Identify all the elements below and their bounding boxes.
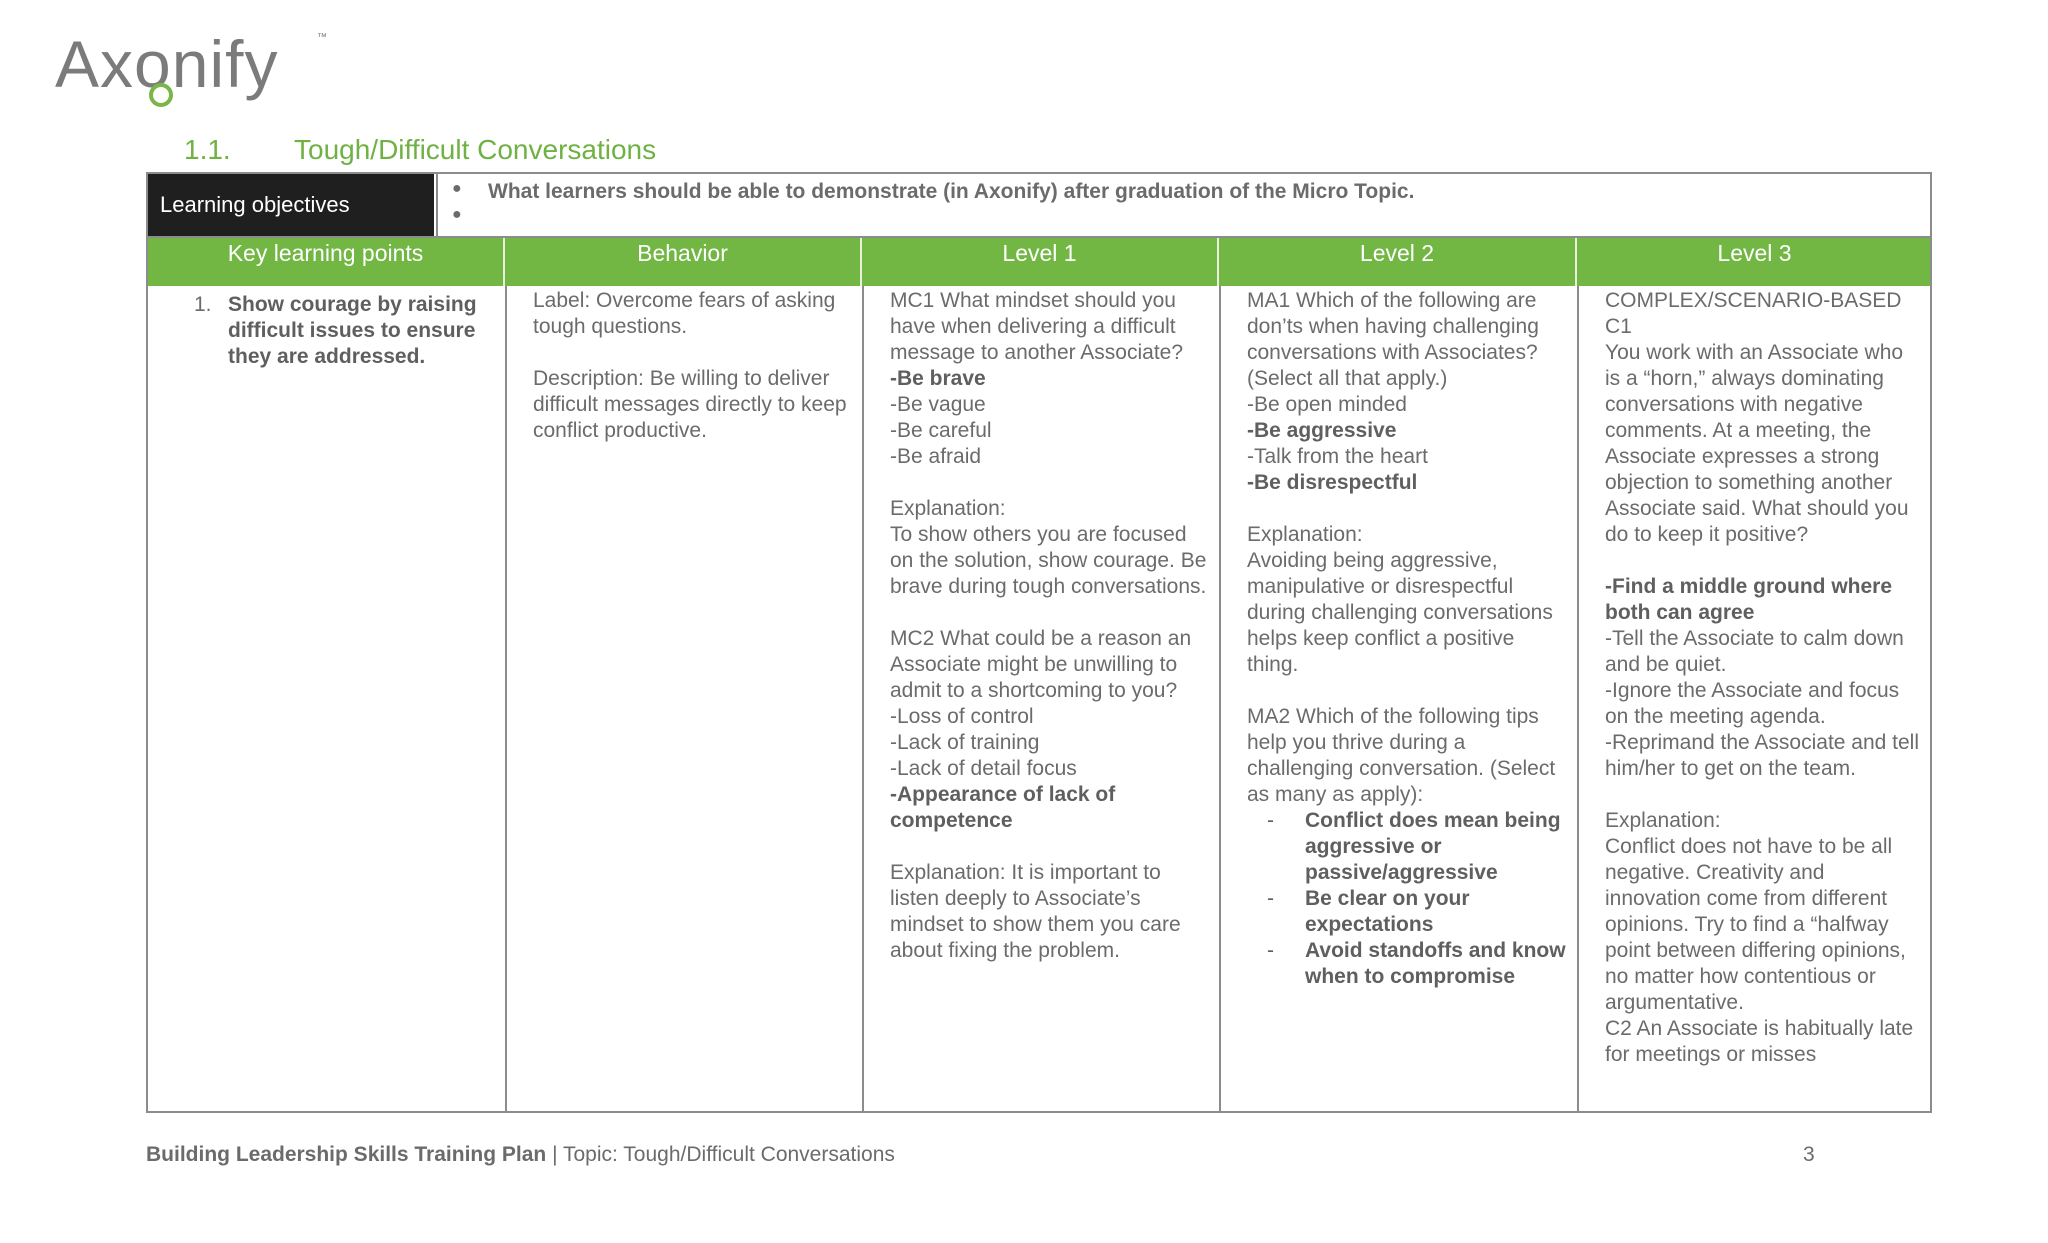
mc2-answer: -Loss of control (890, 705, 1034, 728)
footer-topic: | Topic: Tough/Difficult Conversations (546, 1143, 895, 1166)
c1-label: C1 (1605, 315, 1632, 338)
c1-answer: -Tell the Associate to calm down and be quiet. (1605, 627, 1904, 676)
level-3-cell (1579, 286, 1932, 1111)
ma2-answer: - Be clear on your expectations (1267, 887, 1470, 936)
ma1-answer: -Talk from the heart (1247, 445, 1428, 468)
behavior-label: Label: Overcome fears of asking tough questions. (533, 289, 836, 338)
learning-objectives-row (146, 172, 1932, 238)
training-plan-table (146, 172, 1932, 1113)
table-header-row (146, 238, 1932, 286)
ma2-answer: - Avoid standoffs and know when to compromise (1267, 939, 1566, 988)
ma2-answer-list (1247, 808, 1567, 990)
list-number: 1. (194, 293, 212, 316)
bullet-icon: ● (452, 206, 462, 223)
ma1-explanation-label: Explanation: (1247, 523, 1363, 546)
level-2-cell (1221, 286, 1579, 1111)
section-title: Tough/Difficult Conversations (294, 134, 657, 165)
c1-answer: -Reprimand the Associate and tell him/her to get on the team. (1605, 731, 1920, 780)
header-level-1: Level 1 (862, 238, 1219, 286)
mc1-explanation-label: Explanation: (890, 497, 1006, 520)
behavior-cell (507, 286, 864, 1111)
c1-answer: -Ignore the Associate and focus on the meeting agenda. (1605, 679, 1900, 728)
mc1-answer: -Be careful (890, 419, 992, 442)
mc1-explanation: To show others you are focused on the solution, show courage. Be brave during tough conversations. (890, 523, 1207, 598)
learning-objectives-content (436, 174, 1930, 236)
level-3-type: COMPLEX/SCENARIO-BASED (1605, 289, 1902, 312)
c1-explanation: Conflict does not have to be all negative. Creativity and innovation come from different opinions. Try to find a “halfway point between differing opinions, no matter how contentious or argumentative. (1605, 835, 1906, 1014)
mc1-correct-answer: -Be brave (890, 367, 986, 390)
page-footer (146, 1143, 895, 1167)
ma1-correct-answer: -Be disrespectful (1247, 471, 1418, 494)
c1-correct-answer: -Find a middle ground where both can agree (1605, 575, 1893, 624)
header-level-3: Level 3 (1717, 240, 1792, 266)
ma1-question: MA1 Which of the following are don’ts when having challenging conversations with Associates? (Select all that apply.) (1247, 289, 1539, 390)
ma1-explanation: Avoiding being aggressive, manipulative or disrespectful during challenging conversations helps keep conflict a positive thing. (1247, 549, 1553, 676)
key-learning-point-item (194, 292, 495, 370)
table-body-row (146, 286, 1932, 1113)
behavior-description: Description: Be willing to deliver difficult messages directly to keep conflict productive. (533, 367, 847, 442)
mc2-answer: -Lack of detail focus (890, 757, 1077, 780)
mc2-explanation: Explanation: It is important to listen deeply to Associate’s mindset to show them you care about fixing the problem. (890, 861, 1181, 962)
mc1-answer: -Be afraid (890, 445, 982, 468)
ma2-answer: - Conflict does mean being aggressive or passive/aggressive (1267, 809, 1561, 884)
logo-green-ring-icon (149, 83, 173, 107)
mc1-answer: -Be vague (890, 393, 986, 416)
c2-question: C2 An Associate is habitually late for meetings or misses (1605, 1017, 1914, 1066)
mc2-question: MC2 What could be a reason an Associate might be unwilling to admit to a shortcoming to you? (890, 627, 1192, 702)
mc2-answer: -Lack of training (890, 731, 1040, 754)
bullet-icon: ● (452, 180, 462, 197)
c1-scenario: You work with an Associate who is a “horn,” always dominating conversations with negative comments. At a meeting, the Associate expresses a strong objection to something another Associate said. What should you do to keep it positive? (1605, 341, 1909, 546)
c1-explanation-label: Explanation: (1605, 809, 1721, 832)
trademark-mark: ™ (317, 32, 327, 43)
key-learning-point-text: Show courage by raising difficult issues to ensure they are addressed. (228, 293, 477, 368)
logo-text-start: Ax (55, 27, 135, 101)
section-heading (184, 134, 656, 166)
header-level-2: Level 2 (1219, 238, 1577, 286)
header-behavior: Behavior (505, 238, 862, 286)
section-number: 1.1. (184, 134, 231, 165)
ma1-correct-answer: -Be aggressive (1247, 419, 1397, 442)
ma1-answer: -Be open minded (1247, 393, 1407, 416)
header-key-learning-points: Key learning points (148, 238, 505, 286)
logo-text-end: nify (171, 27, 279, 101)
logo-text-o: o (134, 27, 172, 101)
level-1-cell (864, 286, 1221, 1111)
page-number: 3 (1803, 1143, 1815, 1166)
mc1-question: MC1 What mindset should you have when delivering a difficult message to another Associate? (890, 289, 1184, 364)
mc2-correct-answer: -Appearance of lack of competence (890, 783, 1116, 832)
ma2-question: MA2 Which of the following tips help you thrive during a challenging conversation. (Select as many as apply): (1247, 705, 1556, 806)
learning-objectives-label: Learning objectives (148, 174, 434, 236)
key-learning-points-cell (148, 286, 507, 1111)
learning-objectives-text: What learners should be able to demonstrate (in Axonify) after graduation of the Micro Topic. (488, 180, 1415, 203)
footer-document-title: Building Leadership Skills Training Plan (146, 1143, 547, 1166)
